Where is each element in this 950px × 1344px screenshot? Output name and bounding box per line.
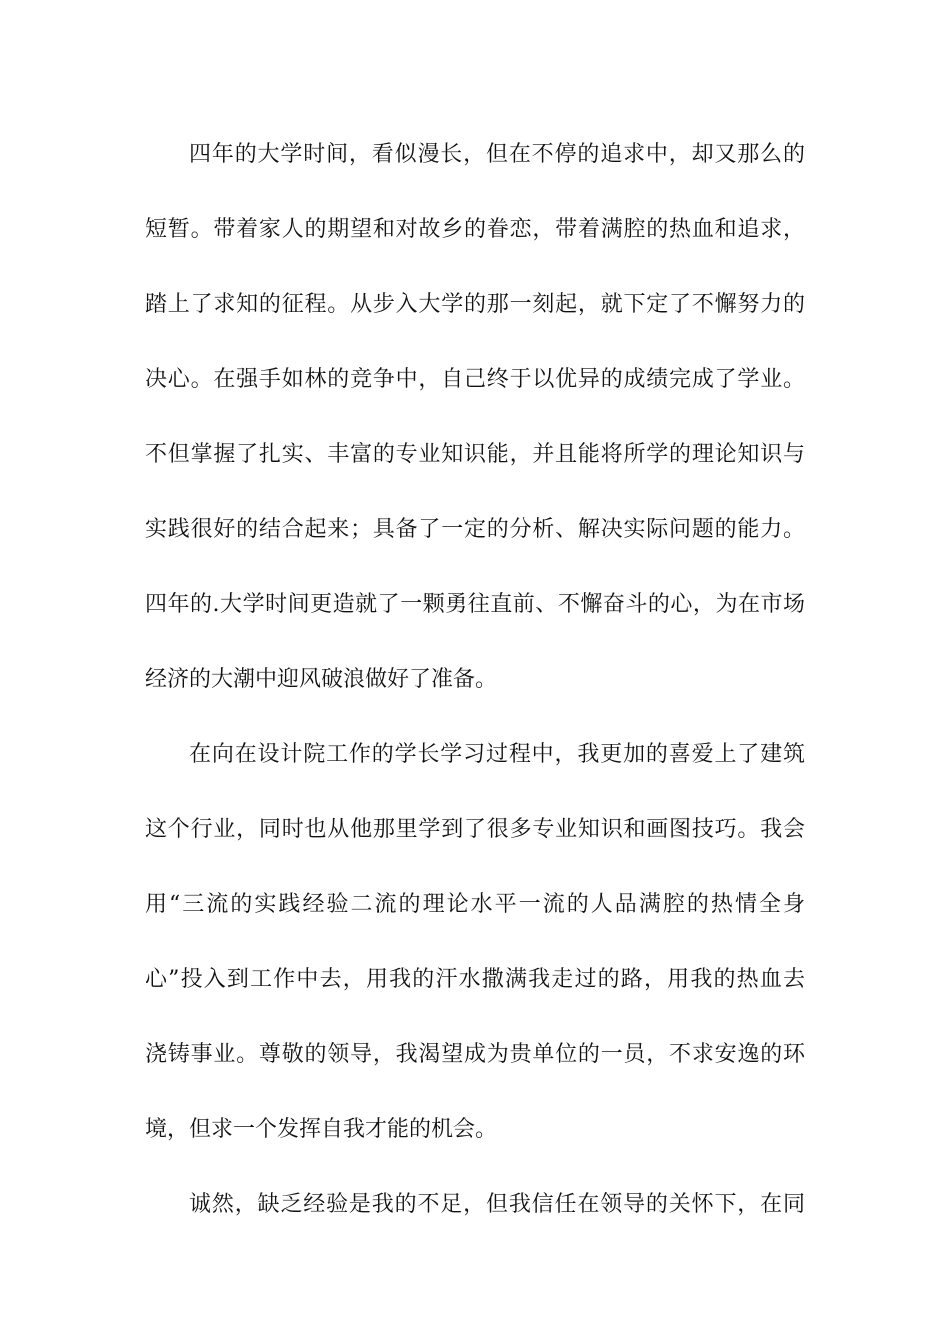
paragraph-2-line-4: 心”投入到工作中去，用我的汗水撒满我走过的路，用我的热血去 bbox=[145, 967, 805, 992]
paragraph-1-line-1: 四年的大学时间，看似漫长，但在不停的追求中，却又那么的 bbox=[189, 142, 805, 167]
paragraph-2-line-6: 境，但求一个发挥自我才能的机会。 bbox=[145, 1117, 498, 1142]
paragraph-2-line-2: 这个行业，同时也从他那里学到了很多专业知识和画图技巧。我会 bbox=[145, 817, 805, 842]
paragraph-1-line-8: 经济的大潮中迎风破浪做好了准备。 bbox=[145, 667, 498, 692]
paragraph-3-line-1: 诚然，缺乏经验是我的不足，但我信任在领导的关怀下，在同 bbox=[189, 1192, 805, 1217]
paragraph-1-line-5: 不但掌握了扎实、丰富的专业知识能，并且能将所学的理论知识与 bbox=[145, 442, 805, 467]
document-body bbox=[145, 130, 805, 1255]
paragraph-2-line-5: 浇铸事业。尊敬的领导，我渴望成为贵单位的一员，不求安逸的环 bbox=[145, 1042, 805, 1067]
paragraph-2-line-3: 用“三流的实践经验二流的理论水平一流的人品满腔的热情全身 bbox=[145, 892, 805, 917]
paragraph-1-line-6: 实践很好的结合起来；具备了一定的分析、解决实际问题的能力。 bbox=[145, 517, 805, 542]
paragraph-1-line-7: 四年的.大学时间更造就了一颗勇往直前、不懈奋斗的心，为在市场 bbox=[145, 592, 805, 617]
paragraph-1-line-3: 踏上了求知的征程。从步入大学的那一刻起，就下定了不懈努力的 bbox=[145, 292, 805, 317]
paragraph-1-line-4: 决心。在强手如林的竞争中，自己终于以优异的成绩完成了学业。 bbox=[145, 367, 805, 392]
paragraph-1-line-2: 短暂。带着家人的期望和对故乡的眷恋，带着满腔的热血和追求， bbox=[145, 217, 805, 242]
paragraph-2-line-1: 在向在设计院工作的学长学习过程中，我更加的喜爱上了建筑 bbox=[189, 742, 805, 767]
